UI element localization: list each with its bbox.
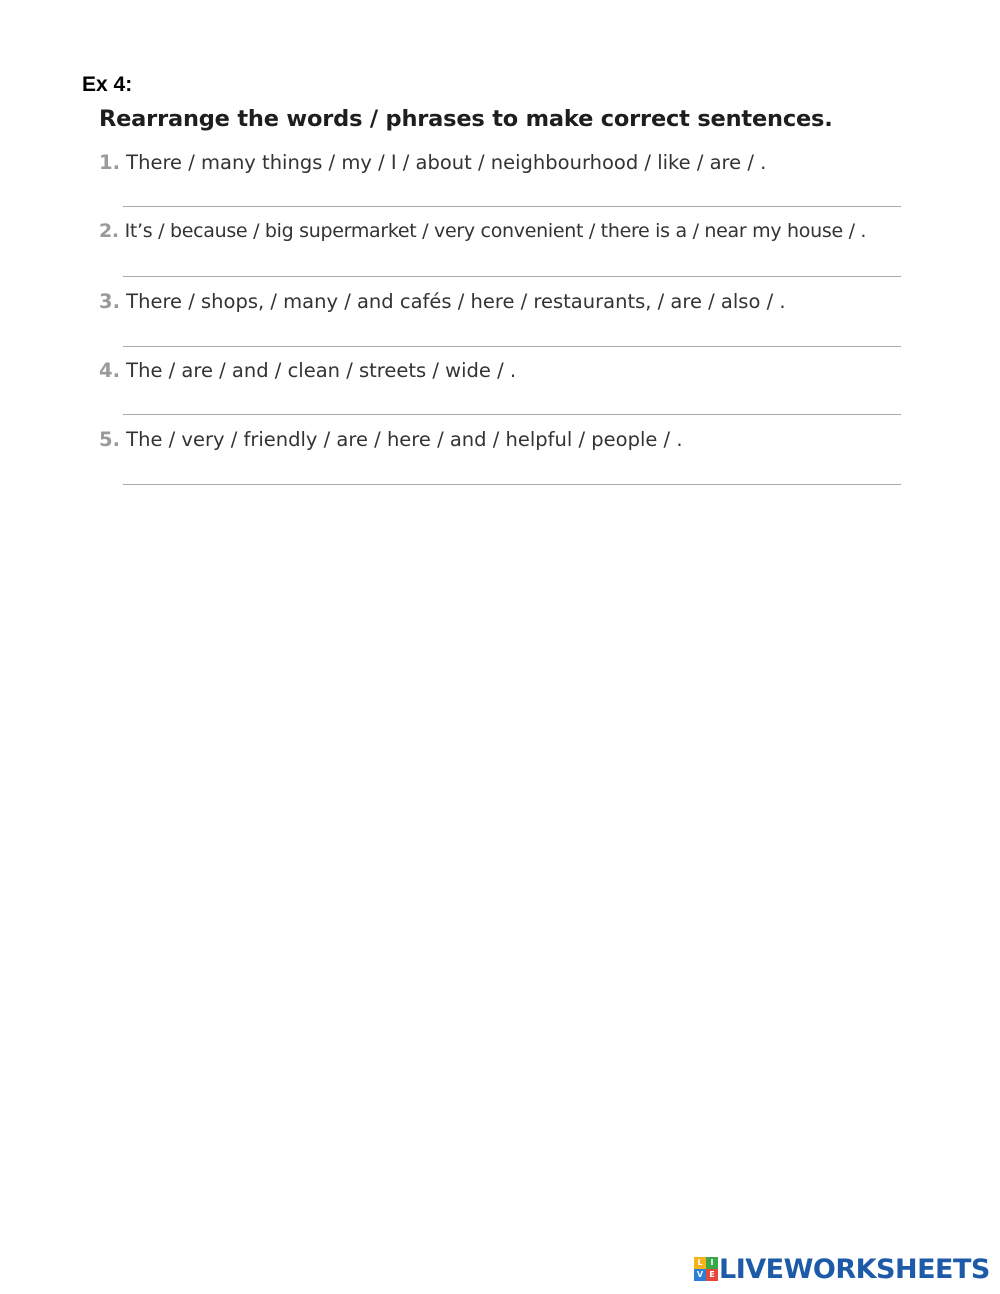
question-number: 1. (99, 151, 120, 174)
question-number: 4. (99, 359, 120, 382)
question-number: 2. (99, 220, 119, 242)
question-text: The / are / and / clean / streets / wide / . (119, 359, 517, 382)
question-item-5 (99, 428, 683, 451)
question-text: The / very / friendly / are / here / and / helpful / people / . (119, 428, 683, 451)
logo-letter-i: I (706, 1257, 718, 1269)
question-item-1 (99, 151, 766, 174)
logo-grid-icon (694, 1257, 718, 1281)
question-item-2 (99, 220, 866, 242)
answer-line-3[interactable] (123, 346, 901, 347)
logo-letter-e: E (706, 1269, 718, 1281)
answer-line-1[interactable] (123, 206, 901, 207)
answer-line-4[interactable] (123, 414, 901, 415)
logo-text: LIVEWORKSHEETS (719, 1253, 990, 1285)
instruction-heading: Rearrange the words / phrases to make correct sentences. (99, 106, 833, 132)
exercise-label: Ex 4: (82, 73, 133, 96)
answer-line-2[interactable] (123, 276, 901, 277)
question-item-4 (99, 359, 516, 382)
answer-line-5[interactable] (123, 484, 901, 485)
liveworksheets-logo (694, 1252, 990, 1286)
question-number: 5. (99, 428, 120, 451)
logo-letter-v: V (694, 1269, 706, 1281)
question-text: There / shops, / many / and cafés / here / restaurants, / are / also / . (119, 290, 786, 313)
question-item-3 (99, 290, 786, 313)
question-text: There / many things / my / I / about / neighbourhood / like / are / . (119, 151, 767, 174)
question-text: It’s / because / big supermarket / very convenient / there is a / near my house / . (118, 220, 867, 242)
logo-letter-l: L (694, 1257, 706, 1269)
question-number: 3. (99, 290, 120, 313)
